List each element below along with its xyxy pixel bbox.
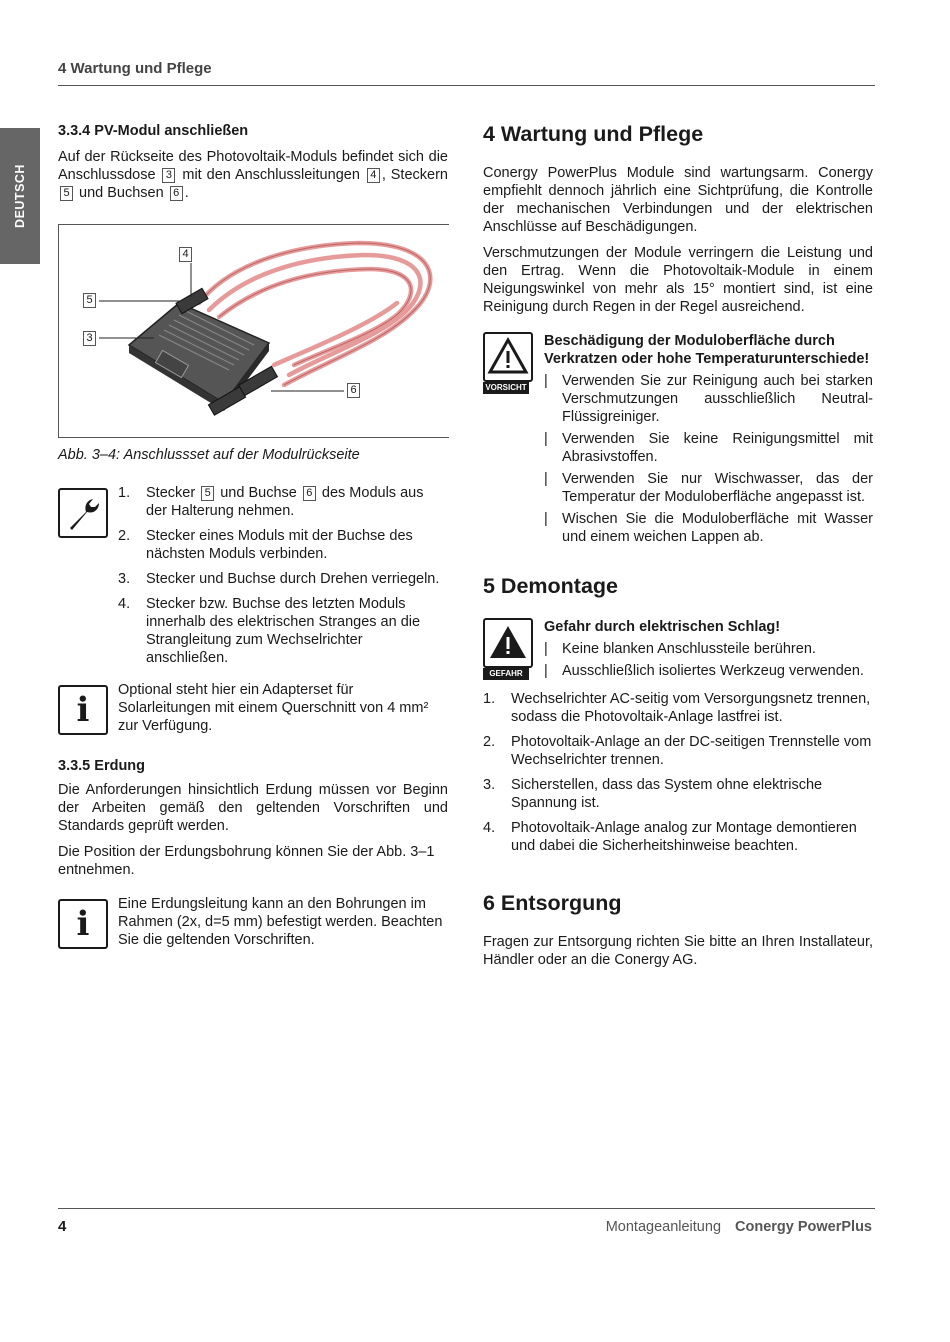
maintenance-paragraph-1: Conergy PowerPlus Module sind wartungsarm. Conergy empfiehlt dennoch jährlich eine Sichtprüfung, die Kontrolle der mechanischen Verbindungen und der elektrischen Anschlüsse auf Beschädigungen. [483,165,873,235]
section-heading-335: 3.3.5 Erdung [58,758,146,774]
instruction-block [58,484,448,667]
list-item: | Wischen Sie die Moduloberfläche mit Wasser und einem weichen Lappen ab. [544,510,873,546]
caution-title: Beschädigung der Moduloberfläche durch Verkratzen oder hohe Temperaturunterschiede! [544,333,870,367]
chapter-heading-4: 4 Wartung und Pflege [483,122,704,146]
danger-box [483,618,873,680]
danger-list [544,640,873,680]
list-item: 4. Stecker bzw. Buchse des letzten Moduls innerhalb des elektrischen Stranges an die Strangleitung zum Wechselrichter anschließen. [118,596,421,666]
info-note-grounding [58,895,448,949]
danger-title: Gefahr durch elektrischen Schlag! [544,619,781,635]
header-divider [58,85,875,86]
callout-6: 6 [347,383,360,398]
chapter-heading-5: 5 Demontage [483,574,619,598]
grounding-paragraph-2: Die Position der Erdungsbohrung können Sie der Abb. 3–1 entnehmen. [58,844,435,878]
junction-box-illustration [59,225,449,437]
caution-label: VORSICHT [483,382,529,394]
language-tab [0,128,40,264]
list-item: | Verwenden Sie nur Wischwasser, das der Temperatur der Moduloberfläche angepasst ist. [544,470,873,506]
list-item: 3. Stecker und Buchse durch Drehen verriegeln. [118,571,440,587]
list-item: | Verwenden Sie zur Reinigung auch bei starken Verschmutzungen ausschließlich Neutral-Flüssigreiniger. [544,372,873,426]
wrench-icon [58,488,108,538]
maintenance-paragraph-2: Verschmutzungen der Module verringern die Leistung und den Ertrag. Wenn die Photovoltaik-Module in einem Neigungswinkel von mehr als 15° montiert sind, ist eine Reinigung durch Regen in der Regel ausreichend. [483,245,873,315]
list-item: 3. Sicherstellen, dass das System ohne elektrische Spannung ist. [483,777,823,811]
right-column [483,120,873,969]
warning-triangle-icon [483,332,533,382]
list-item: | Verwenden Sie keine Reinigungsmittel mit Abrasivstoffen. [544,430,873,466]
footer-doc-info [606,1218,872,1236]
callout-4: 4 [179,247,192,262]
left-column [58,122,448,949]
language-tab-label: DEUTSCH [13,164,27,228]
footer-doc-type: Montageanleitung [605,1219,722,1235]
chapter-heading-6: 6 Entsorgung [483,891,622,915]
info-note-adapter [58,681,448,735]
ref-6: 6 [170,186,183,201]
callout-3: 3 [83,331,96,346]
ref-5: 5 [60,186,73,201]
info-icon: i [58,685,108,735]
list-item: | Ausschließlich isoliertes Werkzeug verwenden. [544,662,873,680]
page-header-title: 4 Wartung und Pflege [58,60,212,77]
disposal-paragraph: Fragen zur Entsorgung richten Sie bitte an Ihren Installateur, Händler oder an die Conergy AG. [483,934,873,968]
danger-triangle-icon [483,618,533,668]
info-icon: i [58,899,108,949]
info-text-adapter: Optional steht hier ein Adapterset für Solarleitungen mit einem Querschnitt von 4 mm² zur Verfügung. [118,682,429,734]
danger-label: GEFAHR [483,668,529,680]
section-334-intro: Auf der Rückseite des Photovoltaik-Moduls befindet sich die Anschlussdose 3 mit den Anschlussleitungen 4 , Steckern 5 und Buchsen 6 . [58,149,448,201]
list-item: 2. Stecker eines Moduls mit der Buchse des nächsten Moduls verbinden. [118,528,413,562]
section-heading-334: 3.3.4 PV-Modul anschließen [58,123,249,139]
footer-divider [58,1208,875,1209]
list-item: 1. Stecker 5 und Buchse 6 des Moduls aus der Halterung nehmen. [118,485,424,519]
page-number: 4 [58,1218,67,1235]
footer-product: Conergy PowerPlus [735,1219,872,1235]
grounding-paragraph-1: Die Anforderungen hinsichtlich Erdung müssen vor Beginn der Arbeiten gemäß den geltenden Vorschriften und Standards geprüft werden. [58,782,448,834]
ref-3: 3 [162,168,175,183]
list-item: 1. Wechselrichter AC-seitig vom Versorgungsnetz trennen, sodass die Photovoltaik-Anlage lastfrei ist. [483,691,871,725]
figure-caption: Abb. 3–4: Anschlussset auf der Modulrückseite [58,447,360,463]
info-text-grounding: Eine Erdungsleitung kann an den Bohrungen im Rahmen (2x, d=5 mm) befestigt werden. Beachten Sie die geltenden Vorschriften. [118,896,443,948]
figure-junction-box [58,224,449,438]
list-item: 4. Photovoltaik-Anlage analog zur Montage demontieren und dabei die Sicherheitshinweise beachten. [483,820,857,854]
ref-4: 4 [367,168,380,183]
caution-box [483,332,873,546]
caution-list [544,372,873,546]
disassembly-steps [483,690,873,855]
callout-5: 5 [83,293,96,308]
assembly-steps [118,484,448,667]
list-item: 2. Photovoltaik-Anlage an der DC-seitigen Trennstelle vom Wechselrichter trennen. [483,734,872,768]
list-item: | Keine blanken Anschlussteile berühren. [544,640,873,658]
